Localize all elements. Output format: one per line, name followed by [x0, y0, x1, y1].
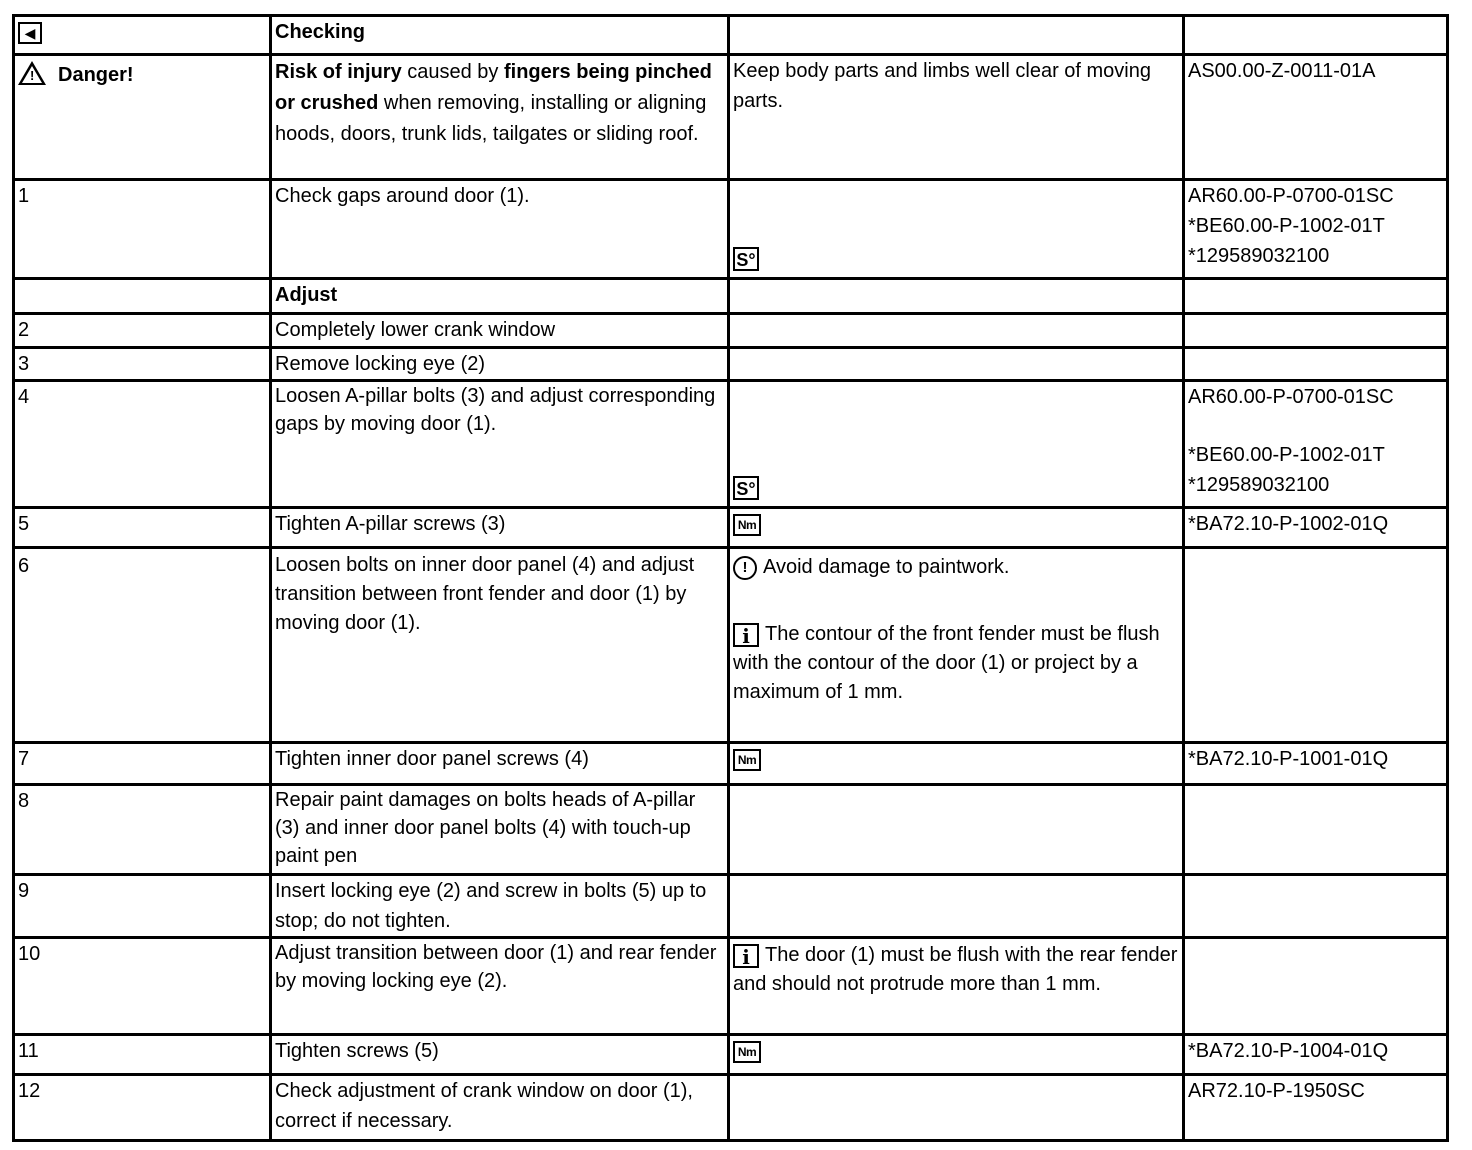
step-text: Repair paint damages on bolts heads of A-pillar (3) and inner door panel bolts (4) with touch-up paint pen [271, 785, 729, 875]
step-text: Loosen bolts on inner door panel (4) and adjust transition between front fender and door (1) by moving door (1). [271, 548, 729, 743]
ref-link[interactable]: *129589032100 [1188, 474, 1330, 496]
ref-link[interactable]: AR60.00-P-0700-01SC [1188, 386, 1394, 408]
back-arrow-icon[interactable]: ◀ [18, 22, 42, 44]
info-text: The contour of the front fender must be flush with the contour of the door (1) or project by a maximum of 1 mm. [733, 623, 1160, 703]
table-row-step-12 [14, 1075, 1448, 1141]
back-cell [14, 16, 271, 55]
step-text: Loosen A-pillar bolts (3) and adjust corresponding gaps by moving door (1). [271, 381, 729, 508]
special-tool-icon[interactable]: S° [733, 247, 759, 271]
warning-triangle-icon: ! [18, 61, 46, 85]
info-icon: i [733, 944, 759, 968]
step-ref [1184, 1035, 1448, 1075]
danger-cell [14, 55, 271, 180]
ref-link[interactable]: *129589032100 [1188, 245, 1330, 267]
step-ref [1184, 508, 1448, 548]
step-number: 1 [14, 180, 271, 279]
table-row-step-10 [14, 938, 1448, 1035]
table-row-step-6 [14, 548, 1448, 743]
step-text: Tighten screws (5) [271, 1035, 729, 1075]
note-icon: ! [733, 556, 757, 580]
step-number: 3 [14, 348, 271, 381]
ref-link[interactable]: *BA72.10-P-1004-01Q [1188, 1040, 1389, 1062]
step-notes [729, 938, 1184, 1035]
table-row-step-3 [14, 348, 1448, 381]
step-ref [1184, 743, 1448, 785]
step-number: 5 [14, 508, 271, 548]
step-text: Insert locking eye (2) and screw in bolts (5) up to stop; do not tighten. [271, 875, 729, 938]
info-icon: i [733, 623, 759, 647]
note-text: Avoid damage to paintwork. [763, 556, 1010, 578]
step-text: Check adjustment of crank window on door (1), correct if necessary. [271, 1075, 729, 1141]
table-row-step-4 [14, 381, 1448, 508]
ref-link[interactable]: AR72.10-P-1950SC [1188, 1080, 1365, 1102]
step-number: 6 [14, 548, 271, 743]
step-text: Remove locking eye (2) [271, 348, 729, 381]
table-row-checking [14, 16, 1448, 55]
step-refs [1184, 180, 1448, 279]
ref-link[interactable]: *BE60.00-P-1002-01T [1188, 444, 1385, 466]
danger-ref-link[interactable]: AS00.00-Z-0011-01A [1188, 60, 1376, 82]
torque-nm-icon[interactable]: Nm [733, 514, 761, 536]
ref-link[interactable]: *BA72.10-P-1001-01Q [1188, 748, 1389, 770]
danger-text: Risk of injury caused by fingers being pinched or crushed when removing, installing or aligning hoods, doors, trunk lids, tailgates or sliding roof. [271, 55, 729, 180]
ref-link[interactable]: *BE60.00-P-1002-01T [1188, 215, 1385, 237]
table-row-step-9 [14, 875, 1448, 938]
step-text: Adjust transition between door (1) and rear fender by moving locking eye (2). [271, 938, 729, 1035]
table-row-step-1 [14, 180, 1448, 279]
step-text: Tighten A-pillar screws (3) [271, 508, 729, 548]
step-ref [1184, 1075, 1448, 1141]
ref-link[interactable]: AR60.00-P-0700-01SC [1188, 185, 1394, 207]
step-number: 12 [14, 1075, 271, 1141]
procedure-table [12, 14, 1449, 1142]
danger-ref [1184, 55, 1448, 180]
torque-nm-icon[interactable]: Nm [733, 749, 761, 771]
step-number: 10 [14, 938, 271, 1035]
step-number: 8 [14, 785, 271, 875]
table-row-step-5 [14, 508, 1448, 548]
special-tool-icon[interactable]: S° [733, 476, 759, 500]
torque-nm-icon[interactable]: Nm [733, 1041, 761, 1063]
table-row-step-11 [14, 1035, 1448, 1075]
step-text: Completely lower crank window [271, 314, 729, 348]
section-title-adjust: Adjust [271, 279, 729, 314]
ref-link[interactable]: *BA72.10-P-1002-01Q [1188, 513, 1389, 535]
danger-label: Danger! [58, 64, 134, 86]
table-row-danger [14, 55, 1448, 180]
step-number: 9 [14, 875, 271, 938]
table-row-step-7 [14, 743, 1448, 785]
table-row-step-2 [14, 314, 1448, 348]
table-row-adjust [14, 279, 1448, 314]
step-notes [729, 548, 1184, 743]
step-number: 7 [14, 743, 271, 785]
section-title-checking: Checking [271, 16, 729, 55]
step-number: 2 [14, 314, 271, 348]
step-number: 11 [14, 1035, 271, 1075]
step-refs [1184, 381, 1448, 508]
danger-note: Keep body parts and limbs well clear of moving parts. [729, 55, 1184, 180]
table-row-step-8 [14, 785, 1448, 875]
info-text: The door (1) must be flush with the rear fender and should not protrude more than 1 mm. [733, 944, 1178, 995]
step-text: Check gaps around door (1). [271, 180, 729, 279]
step-number: 4 [14, 381, 271, 508]
step-text: Tighten inner door panel screws (4) [271, 743, 729, 785]
